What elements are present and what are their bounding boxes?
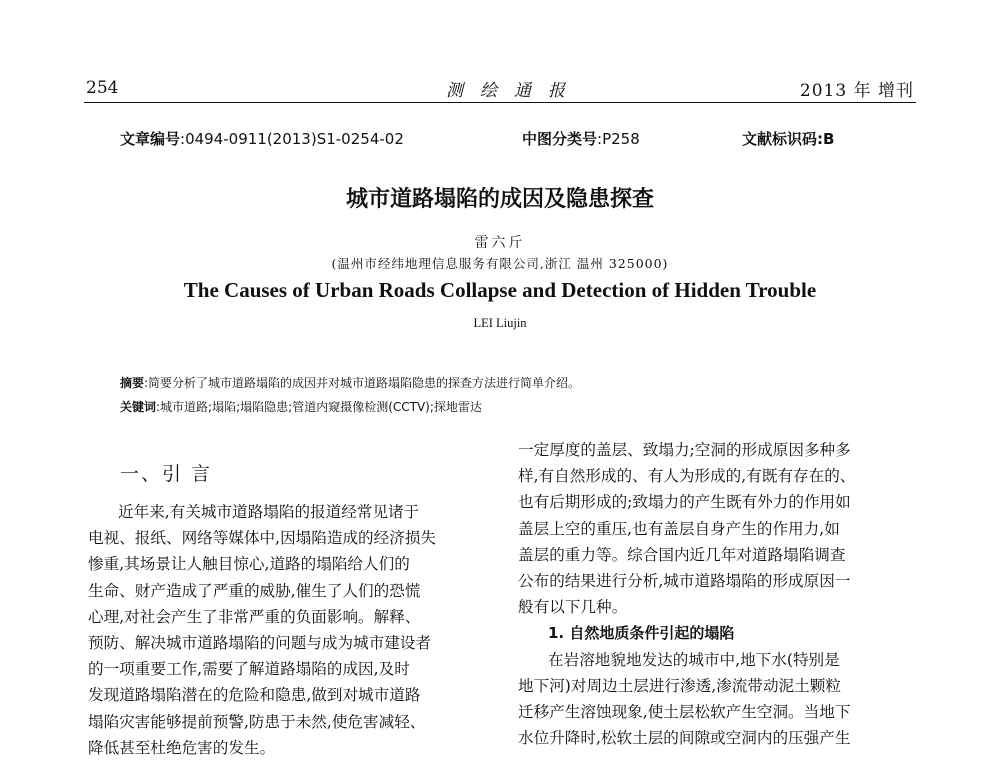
keywords-text: :城市道路;塌陷;塌陷隐患;管道内窥摄像检测(CCTV);探地雷达 [156, 400, 482, 414]
body-line: 降低甚至杜绝危害的发生。 [88, 738, 276, 757]
issue-label: 2013 年 增刊 [799, 81, 914, 101]
body-line: 心理,对社会产生了非常严重的负面影响。解释、 [88, 607, 421, 626]
body-line: 也有后期形成的;致塌力的产生既有外力的作用如 [518, 493, 851, 512]
body-line: 迁移产生溶蚀现象,使土层松软产生空洞。当地下 [518, 703, 851, 722]
affiliation-cn: (温州市经纬地理信息服务有限公司,浙江 温州 325000) [331, 256, 669, 271]
section-heading-introduction: 一、引 言 [120, 463, 213, 485]
document-code-label: 文献标识码 [742, 130, 818, 148]
article-number-label: 文章编号 [120, 130, 181, 148]
clc-number-value: :P258 [597, 130, 640, 148]
body-line: 样,有自然形成的、有人为形成的,有既有存在的、 [518, 467, 856, 486]
abstract-label: 摘要 [120, 376, 145, 390]
journal-name: 测绘通报 [446, 81, 582, 101]
body-line: 在岩溶地貌地发达的城市中,地下水(特别是 [548, 650, 840, 669]
body-line: 公布的结果进行分析,城市道路塌陷的形成原因一 [518, 572, 851, 591]
subsection-heading: 1. 自然地质条件引起的塌陷 [548, 624, 735, 643]
body-line: 惨重,其场景让人触目惊心,道路的塌陷给人们的 [88, 555, 410, 574]
abstract [120, 374, 580, 391]
article-number [120, 128, 404, 149]
body-line: 预防、解决城市道路塌陷的问题与成为城市建设者 [88, 634, 432, 653]
body-line: 地下河)对周边土层进行渗透,渗流带动泥土颗粒 [518, 676, 841, 695]
page-number: 254 [86, 78, 119, 98]
clc-number-label: 中图分类号 [522, 130, 598, 148]
body-line: 电视、报纸、网络等媒体中,因塌陷造成的经济损失 [88, 529, 437, 548]
author-en: LEI Liujin [473, 316, 527, 330]
author-cn: 雷六斤 [474, 235, 526, 251]
body-line: 生命、财产造成了严重的威胁,催生了人们的恐慌 [88, 581, 421, 600]
right-column [518, 437, 918, 751]
left-column [88, 499, 486, 761]
body-line: 塌陷灾害能够提前预警,防患于未然,使危害减轻、 [88, 712, 426, 731]
keywords-label: 关键词 [120, 400, 157, 414]
keywords [120, 398, 482, 415]
paper-title-en: The Causes of Urban Roads Collapse and Detection of Hidden Trouble [183, 278, 817, 302]
document-code-value: :B [817, 130, 835, 148]
abstract-text: :简要分析了城市道路塌陷的成因并对城市道路塌陷隐患的探查方法进行简单介绍。 [144, 376, 581, 390]
body-line: 近年来,有关城市道路塌陷的报道经常见诸于 [118, 503, 420, 521]
body-line: 一定厚度的盖层、致塌力;空洞的形成原因多种多 [518, 441, 851, 459]
body-line: 的一项重要工作,需要了解道路塌陷的成因,及时 [88, 660, 410, 679]
paper-title-cn: 城市道路塌陷的成因及隐患探查 [345, 187, 654, 212]
document-code [742, 128, 834, 149]
clc-number [522, 128, 640, 149]
body-line: 发现道路塌陷潜在的危险和隐患,做到对城市道路 [88, 686, 421, 705]
body-line: 般有以下几种。 [518, 598, 628, 617]
body-line: 盖层的重力等。综合国内近几年对道路塌陷调查 [518, 545, 846, 564]
article-number-value: :0494-0911(2013)S1-0254-02 [180, 130, 404, 148]
body-line: 水位升降时,松软土层的间隙或空洞内的压强产生 [518, 729, 851, 748]
body-line: 盖层上空的重压,也有盖层自身产生的作用力,如 [518, 519, 840, 538]
header-rule [84, 102, 916, 103]
